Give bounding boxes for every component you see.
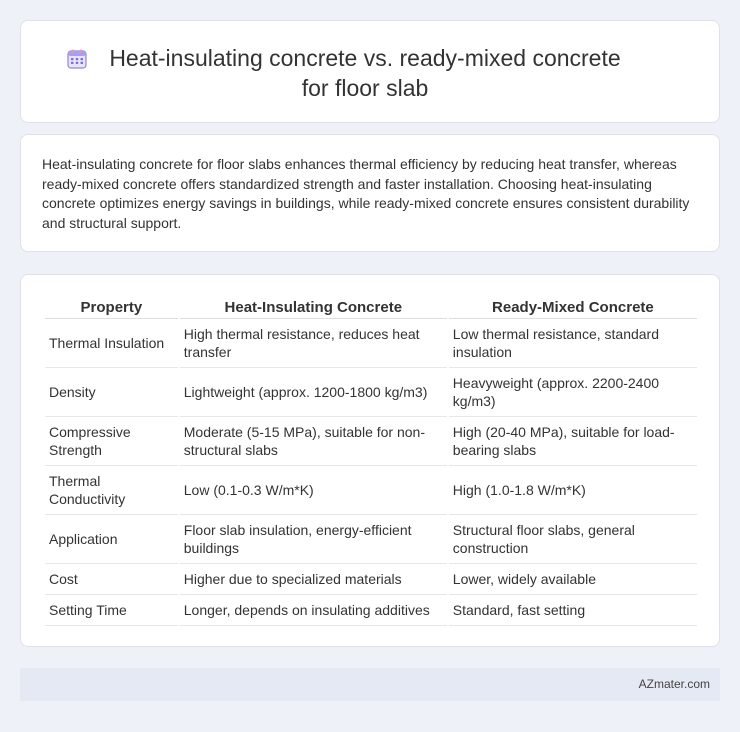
ready-mixed-cell: Low thermal resistance, standard insulation [449, 319, 697, 368]
comparison-table [43, 295, 699, 626]
table-row [45, 368, 697, 417]
heat-insulating-cell: Higher due to specialized materials [180, 564, 447, 595]
ready-mixed-cell: Structural floor slabs, general construction [449, 515, 697, 564]
table-row [45, 564, 697, 595]
ready-mixed-cell: High (1.0-1.8 W/m*K) [449, 466, 697, 515]
property-cell: Density [45, 368, 178, 417]
table-row [45, 595, 697, 626]
property-cell: Thermal Conductivity [45, 466, 178, 515]
comparison-table-card [20, 274, 720, 647]
ready-mixed-cell: High (20-40 MPa), suitable for load-bearing slabs [449, 417, 697, 466]
column-header-heat-insulating: Heat-Insulating Concrete [180, 295, 447, 319]
ready-mixed-cell: Lower, widely available [449, 564, 697, 595]
page-title: Heat-insulating concrete vs. ready-mixed concrete for floor slab [109, 45, 621, 101]
heat-insulating-cell: Moderate (5-15 MPa), suitable for non-structural slabs [180, 417, 447, 466]
heat-insulating-cell: Longer, depends on insulating additives [180, 595, 447, 626]
property-cell: Compressive Strength [45, 417, 178, 466]
heat-insulating-cell: Low (0.1-0.3 W/m*K) [180, 466, 447, 515]
footer-bar [20, 668, 720, 701]
heat-insulating-cell: High thermal resistance, reduces heat transfer [180, 319, 447, 368]
table-row [45, 466, 697, 515]
table-row [45, 515, 697, 564]
property-cell: Cost [45, 564, 178, 595]
heat-insulating-cell: Floor slab insulation, energy-efficient buildings [180, 515, 447, 564]
table-row [45, 417, 697, 466]
property-cell: Thermal Insulation [45, 319, 178, 368]
column-header-ready-mixed: Ready-Mixed Concrete [449, 295, 697, 319]
heat-insulating-cell: Lightweight (approx. 1200-1800 kg/m3) [180, 368, 447, 417]
table-header-row [45, 295, 697, 319]
footer-brand: AZmater.com [638, 677, 710, 691]
column-header-property: Property [45, 295, 178, 319]
intro-card [20, 134, 720, 252]
ready-mixed-cell: Standard, fast setting [449, 595, 697, 626]
title-card [20, 20, 720, 123]
intro-paragraph: Heat-insulating concrete for floor slabs enhances thermal efficiency by reducing heat transfer, whereas ready-mixed concrete offers standardized strength and faster installation. Choosing heat-insulating concrete optimizes energy savings in buildings, while ready-mixed concrete ensures consistent durability and structural support. [42, 156, 690, 231]
property-cell: Setting Time [45, 595, 178, 626]
ready-mixed-cell: Heavyweight (approx. 2200-2400 kg/m3) [449, 368, 697, 417]
property-cell: Application [45, 515, 178, 564]
table-row [45, 319, 697, 368]
